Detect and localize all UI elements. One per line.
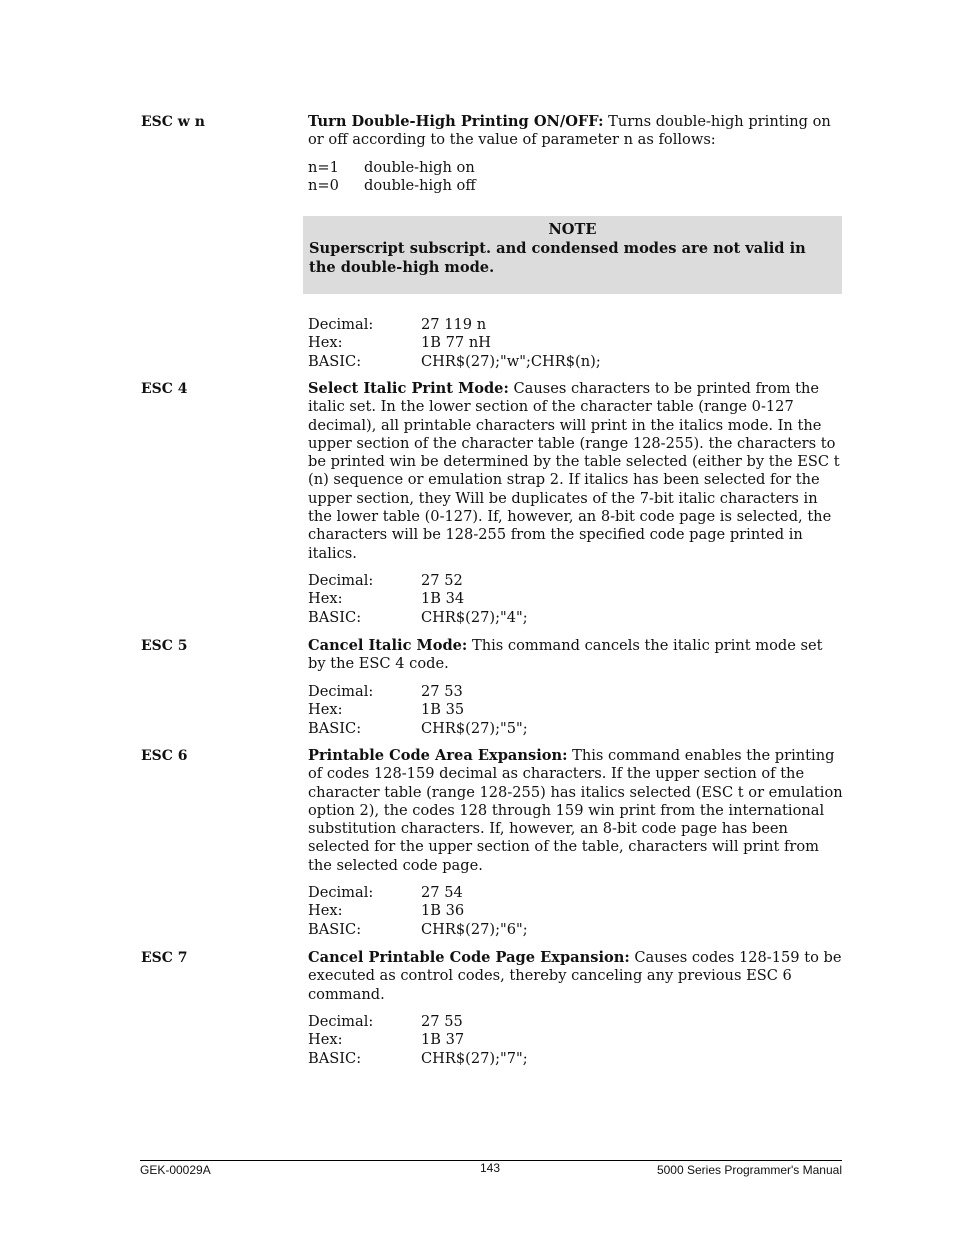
code-table-esc-4 [308, 572, 528, 627]
code-label: Decimal: [308, 1013, 374, 1030]
code-label: BASIC: [308, 608, 362, 626]
code-row [308, 720, 528, 738]
code-row [308, 902, 528, 920]
code-label: Hex: [308, 334, 343, 352]
description-esc-6 [308, 747, 843, 875]
code-table-esc-5 [308, 683, 528, 738]
n-value-desc: double-high on [364, 159, 475, 176]
entry-text: Causes characters to be printed from the italic set. In the lower section of the character table (range 0-127 decimal), all printable characters will print in the italics mode. In the upper section of the character table (range 128-255). the characters to be printed win be determined by the table selected (either by the ESC t (n) sequence or emulation strap 2. If italics has been selected for the upper section, they Will be duplicates of the 7-bit italic characters in the lower table (0-127). If, however, an 8-bit code page is selected, the characters will be 128-255 from the specified code page printed in italics. [308, 380, 840, 562]
n-value-row [308, 177, 476, 195]
code-value: CHR$(27);"6"; [421, 920, 528, 938]
entry-title: Printable Code Area Expansion: [308, 747, 568, 764]
n-values-list [308, 159, 476, 195]
note-title: NOTE [548, 221, 597, 238]
code-label: Hex: [308, 902, 343, 920]
code-value: CHR$(27);"w";CHR$(n); [421, 352, 601, 370]
description-esc-4 [308, 380, 843, 563]
code-value: 1B 34 [421, 590, 465, 608]
code-value: 1B 37 [421, 1031, 465, 1049]
entry-text: This command enables the printing of codes 128-159 decimal as characters. If the upper section of the character table (range 128-255) has italics selected (ESC t or emulation option 2), the codes 128 through 159 win print from the international substitution characters. If, however, an 8-bit code page has been selected for the upper section of the table, characters will print from the selected code page. [308, 747, 843, 874]
entry-title: Turn Double-High Printing ON/OFF: [308, 113, 604, 130]
code-table-esc-6 [308, 884, 528, 939]
code-value: 27 52 [421, 572, 463, 589]
code-label: BASIC: [308, 1049, 362, 1067]
code-value: 27 55 [421, 1013, 463, 1030]
n-value-key: n=1 [308, 159, 339, 176]
code-label: BASIC: [308, 719, 362, 737]
code-row [308, 701, 528, 719]
code-value: CHR$(27);"7"; [421, 1049, 528, 1067]
code-label: BASIC: [308, 352, 362, 370]
code-row [308, 1013, 528, 1031]
note-text: Superscript subscript. and condensed modes are not valid in the double-high mode. [309, 240, 806, 276]
code-value: 27 54 [421, 884, 463, 901]
code-value: CHR$(27);"5"; [421, 719, 528, 737]
n-value-row [308, 159, 476, 177]
code-label: Hex: [308, 590, 343, 608]
code-value: 1B 35 [421, 701, 465, 719]
entry-title: Cancel Printable Code Page Expansion: [308, 949, 630, 966]
command-esc-5: ESC 5 [141, 638, 188, 654]
code-row [308, 683, 528, 701]
code-row [308, 609, 528, 627]
code-value: 27 119 n [421, 316, 487, 333]
entry-text: Turns double-high printing on or off according to the value of parameter n as follows: [308, 113, 831, 149]
code-table-esc-7 [308, 1013, 528, 1068]
footer-manual-title: 5000 Series Programmer's Manual [656, 1163, 842, 1177]
code-label: BASIC: [308, 920, 362, 938]
code-label: Decimal: [308, 884, 374, 901]
entry-text: This command cancels the italic print mode set by the ESC 4 code. [308, 637, 823, 673]
entry-title: Select Italic Print Mode: [308, 380, 509, 397]
code-label: Decimal: [308, 316, 374, 333]
code-row [308, 572, 528, 590]
code-value: 1B 36 [421, 902, 465, 920]
footer-doc-id: GEK-00029A [140, 1163, 211, 1177]
entry-title: Cancel Italic Mode: [308, 637, 468, 654]
description-esc-7 [308, 949, 843, 1004]
code-row [308, 921, 528, 939]
code-row [308, 884, 528, 902]
code-label: Decimal: [308, 572, 374, 589]
code-label: Hex: [308, 701, 343, 719]
code-row [308, 316, 601, 334]
code-label: Decimal: [308, 683, 374, 700]
command-esc-w-n: ESC w n [141, 114, 205, 130]
code-value: CHR$(27);"4"; [421, 608, 528, 626]
code-label: Hex: [308, 1031, 343, 1049]
page-number: 143 [480, 1161, 501, 1175]
code-table-esc-w-n [308, 316, 601, 371]
note-box [303, 216, 842, 294]
code-row [308, 590, 528, 608]
command-esc-4: ESC 4 [141, 381, 188, 397]
code-value: 1B 77 nH [421, 334, 491, 352]
n-value-key: n=0 [308, 177, 339, 194]
n-value-desc: double-high off [364, 177, 476, 194]
entry-text: Causes codes 128-159 to be executed as control codes, thereby canceling any previous ESC 6 command. [308, 949, 842, 1003]
code-row [308, 1050, 528, 1068]
command-esc-7: ESC 7 [141, 950, 188, 966]
description-esc-5 [308, 637, 843, 674]
code-value: 27 53 [421, 683, 463, 700]
code-row [308, 353, 601, 371]
code-row [308, 1031, 528, 1049]
code-row [308, 334, 601, 352]
command-esc-6: ESC 6 [141, 748, 188, 764]
description-esc-w-n [308, 113, 843, 150]
